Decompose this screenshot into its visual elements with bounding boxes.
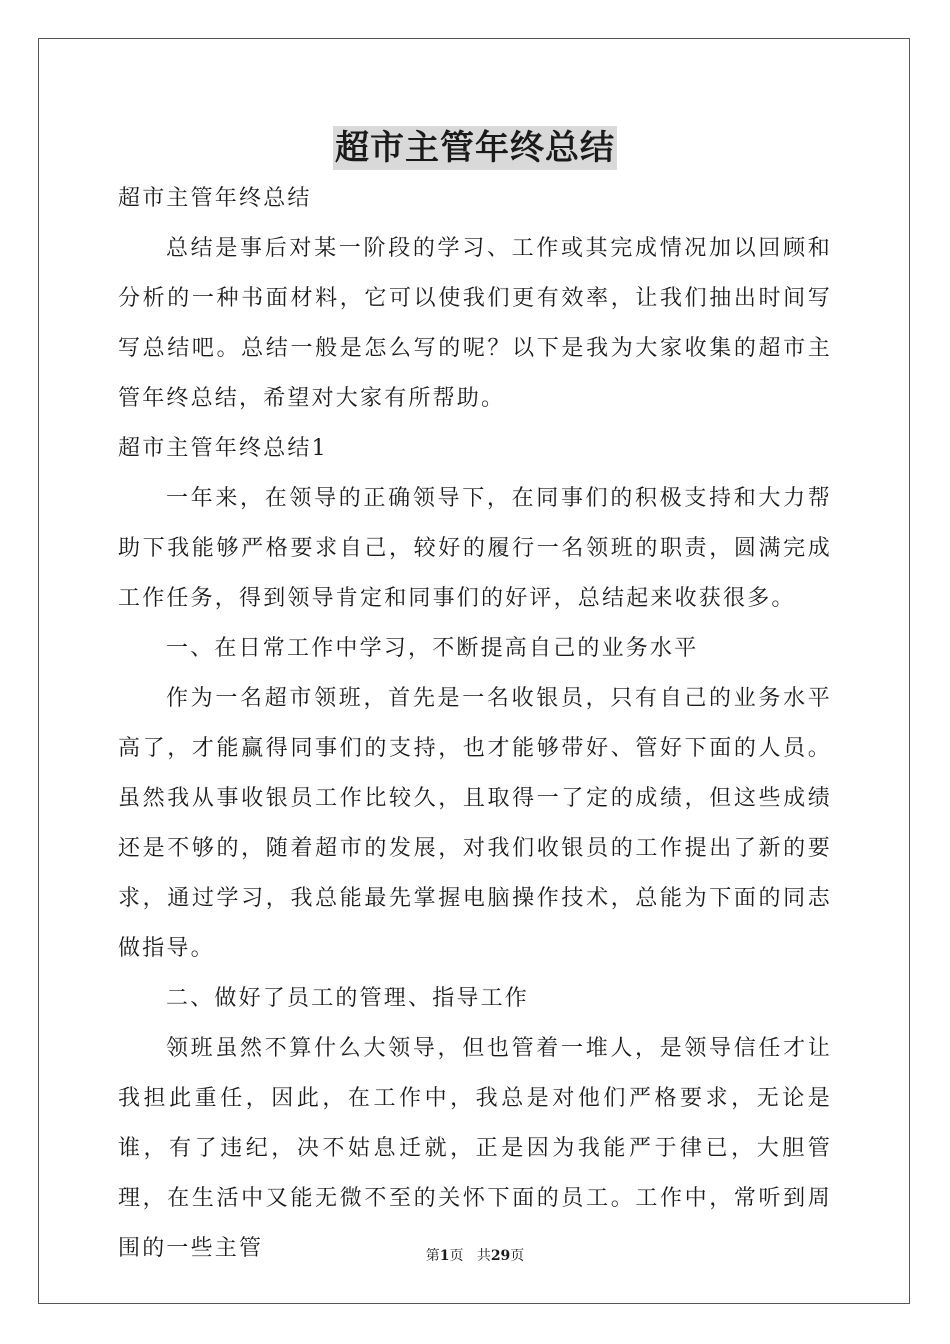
subheading: 一、在日常工作中学习，不断提高自己的业务水平 [166,636,699,661]
footer-separator [463,1248,476,1264]
paragraph: 一年来，在领导的正确领导下，在同事们的积极支持和大力帮助下我能够严格要求自己，较好的履行一名领班的职责，圆满完成工作任务，得到领导肯定和同事们的好评，总结起来收获很多。 [118,486,832,611]
document-title: 超市主管年终总结 [335,128,615,168]
page-number: 1 [439,1248,450,1264]
paragraph: 作为一名超市领班，首先是一名收银员，只有自己的业务水平高了，才能赢得同事们的支持，也才能够带好、管好下面的人员。虽然我从事收银员工作比较久，且取得一了定的成绩，但这些成绩还是不够的，随着超市的发展，对我们收银员的工作提出了新的要求，通过学习，我总能最先掌握电脑操作技术，总能为下面的同志做指导。 [118,686,832,961]
title-container [0,126,950,170]
page-footer [0,1246,950,1266]
total-prefix: 共 [476,1248,491,1264]
paragraph: 总结是事后对某一阶段的学习、工作或其完成情况加以回顾和分析的一种书面材料，它可以使我们更有效率，让我们抽出时间写写总结吧。总结一般是怎么写的呢？以下是我为大家收集的超市主管年终总结，希望对大家有所帮助。 [118,236,832,411]
document-body [118,174,832,1274]
page-prefix: 第 [425,1248,440,1264]
paragraph: 领班虽然不算什么大领导，但也管着一堆人，是领导信任才让我担此重任，因此，在工作中，我总是对他们严格要求，无论是谁，有了违纪，决不姑息迁就，正是因为我能严于律已，大胆管理，在生活中又能无微不至的关怀下面的员工。工作中，常听到周围的一些主管 [118,1036,832,1261]
paragraph: 超市主管年终总结 [118,186,312,211]
page-suffix: 页 [449,1248,464,1264]
subheading: 二、做好了员工的管理、指导工作 [166,986,530,1011]
section-heading: 超市主管年终总结1 [118,436,328,461]
total-suffix: 页 [510,1248,525,1264]
total-pages: 29 [490,1248,511,1264]
